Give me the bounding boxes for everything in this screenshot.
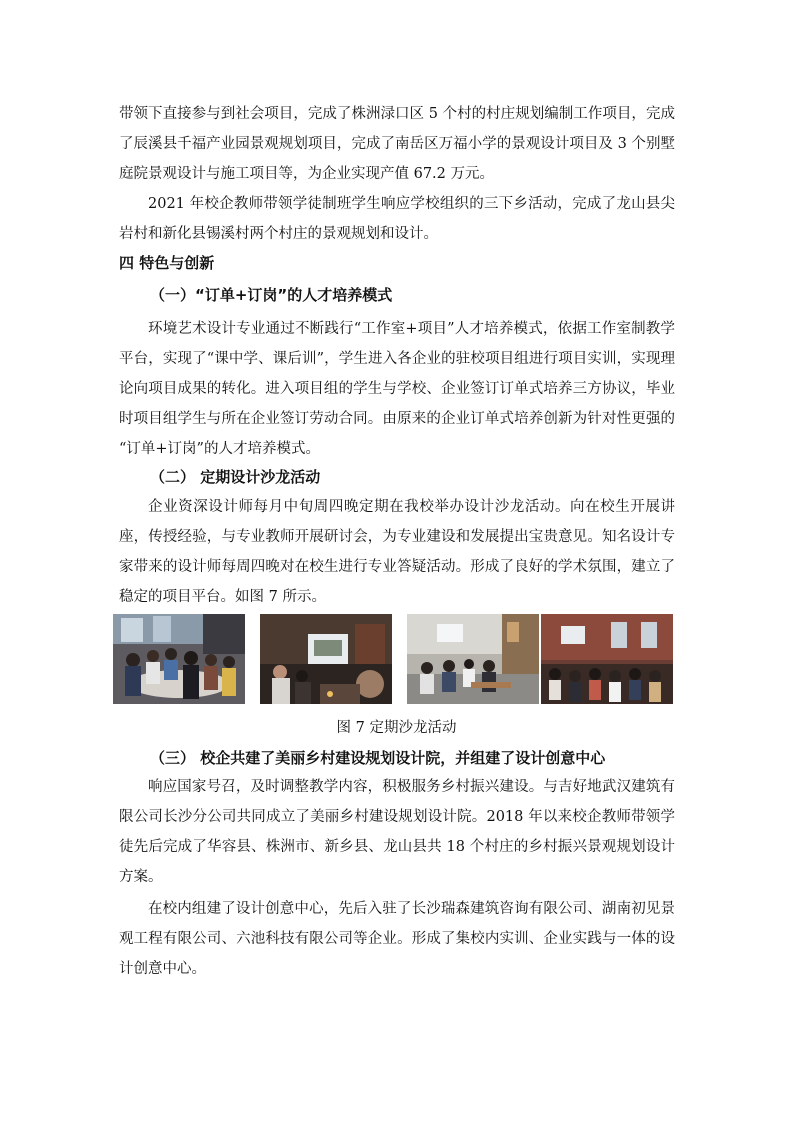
paragraph-5: 响应国家号召，及时调整教学内容，积极服务乡村振兴建设。与吉好地武汉建筑有限公司长沙分公司共同成立了美丽乡村建设规划设计院。2018 年以来校企教师带领学徒先后完成了华容县、株洲市、新乡县、龙山县共 18 个村庄的乡村振兴景观规划设计方案。 <box>119 779 675 885</box>
subheading-2: （二） 定期设计沙龙活动 <box>150 468 321 486</box>
paragraph-2: 2021 年校企教师带领学徒制班学生响应学校组织的三下乡活动，完成了龙山县尖岩村和新化县锡溪村两个村庄的景观规划和设计。 <box>119 196 675 242</box>
salon-photo-1 <box>113 614 245 704</box>
figure-7-photos <box>113 614 673 704</box>
salon-photo-2 <box>260 614 392 704</box>
paragraph-1: 带领下直接参与到社会项目，完成了株洲渌口区 5 个村的村庄规划编制工作项目，完成了辰溪县千福产业园景观规划项目，完成了南岳区万福小学的景观设计项目及 3 个别墅庭院景观设计与施工项目等，为企业实现产值 67.2 万元。 <box>119 106 675 182</box>
paragraph-4: 企业资深设计师每月中旬周四晚定期在我校举办设计沙龙活动。向在校生开展讲座，传授经验，与专业教师开展研讨会，为专业建设和发展提出宝贵意见。知名设计专家带来的设计师每周四晚对在校生进行专业答疑活动。形成了良好的学术氛围，建立了稳定的项目平台。如图 7 所示。 <box>119 499 675 605</box>
subheading-3: （三） 校企共建了美丽乡村建设规划设计院，并组建了设计创意中心 <box>150 749 606 767</box>
salon-photo-3 <box>407 614 539 704</box>
paragraph-3: 环境艺术设计专业通过不断践行“工作室+项目”人才培养模式，依据工作室制教学平台，实现了“课中学、课后训”，学生进入各企业的驻校项目组进行项目实训，实现理论向项目成果的转化。进入项目组的学生与学校、企业签订订单式培养三方协议，毕业时项目组学生与所在企业签订劳动合同。由原来的企业订单式培养创新为针对性更强的 “订单+订岗”的人才培养模式。 <box>119 321 675 457</box>
subheading-1: （一）“订单+订岗”的人才培养模式 <box>150 286 393 304</box>
salon-photo-4 <box>541 614 673 704</box>
paragraph-6: 在校内组建了设计创意中心，先后入驻了长沙瑞森建筑咨询有限公司、湖南初见景观工程有限公司、六池科技有限公司等企业。形成了集校内实训、企业实践与一体的设计创意中心。 <box>119 901 675 977</box>
section-heading-4: 四 特色与创新 <box>119 254 215 272</box>
figure-caption: 图 7 定期沙龙活动 <box>336 720 457 736</box>
